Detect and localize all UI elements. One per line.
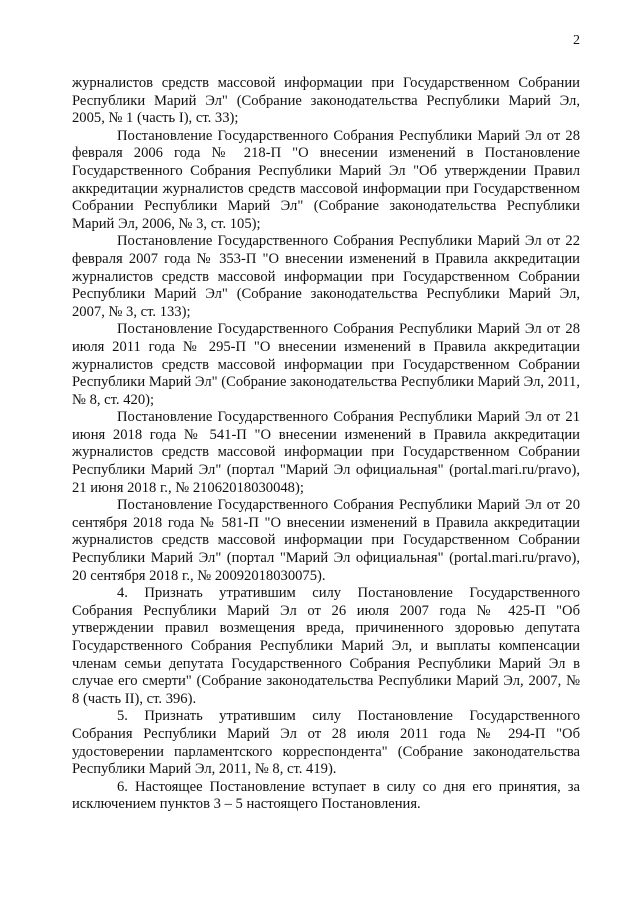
- paragraph-item-5: 5. Признать утратившим силу Постановление Государственного Собрания Республики Марий Эл от 28 июля 2011 года № 294-П "Об удостоверении парламентского корреспондента" (Собрание законодательства Республики Марий Эл, 2011, № 8, ст. 419).: [72, 708, 580, 778]
- paragraph-item-6: 6. Настоящее Постановление вступает в силу со дня его принятия, за исключением пунктов 3 – 5 настоящего Постановления.: [72, 778, 580, 813]
- paragraph-resolution-2011: Постановление Государственного Собрания Республики Марий Эл от 28 июля 2011 года № 295-П "О внесении изменений в Правила аккредитации журналистов средств массовой информации при Государственном Собрании Республики Марий Эл" (Собрание законодательства Республики Марий Эл, 2011, № 8, ст. 420);: [72, 321, 580, 408]
- document-body: [72, 75, 580, 814]
- paragraph-continuation: журналистов средств массовой информации при Государственном Собрании Республики Марий Эл" (Собрание законодательства Республики Марий Эл, 2005, № 1 (часть I), ст. 33);: [72, 75, 580, 127]
- paragraph-resolution-2006: Постановление Государственного Собрания Республики Марий Эл от 28 февраля 2006 года № 218-П "О внесении изменений в Постановление Государственного Собрания Республики Марий Эл "Об утверждении Правил аккредитации журналистов средств массовой информации при Государственном Собрании Республики Марий Эл" (Собрание законодательства Республики Марий Эл, 2006, № 3, ст. 105);: [72, 127, 580, 232]
- page-number: 2: [573, 33, 580, 48]
- paragraph-resolution-june-2018: Постановление Государственного Собрания Республики Марий Эл от 21 июня 2018 года № 541-П "О внесении изменений в Правила аккредитации журналистов средств массовой информации при Государственном Собрании Республики Марий Эл" (портал "Марий Эл официальная" (portal.mari.ru/pravo), 21 июня 2018 г., № 21062018030048);: [72, 409, 580, 496]
- paragraph-resolution-2007: Постановление Государственного Собрания Республики Марий Эл от 22 февраля 2007 года № 353-П "О внесении изменений в Правила аккредитации журналистов средств массовой информации при Государственном Собрании Республики Марий Эл" (Собрание законодательства Республики Марий Эл, 2007, № 3, ст. 133);: [72, 233, 580, 320]
- paragraph-resolution-sept-2018: Постановление Государственного Собрания Республики Марий Эл от 20 сентября 2018 года № 581-П "О внесении изменений в Правила аккредитации журналистов средств массовой информации при Государственном Собрании Республики Марий Эл" (портал "Марий Эл официальная" (portal.mari.ru/pravo), 20 сентября 2018 г., № 20092018030075).: [72, 497, 580, 584]
- paragraph-item-4: 4. Признать утратившим силу Постановление Государственного Собрания Республики Марий Эл от 26 июля 2007 года № 425-П "Об утверждении правил возмещения вреда, причиненного здоровью депутата Государственного Собрания Республики Марий Эл, и выплаты компенсации членам семьи депутата Государственного Собрания Республики Марий Эл в случае его смерти" (Собрание законодательства Республики Марий Эл, 2007, № 8 (часть II), ст. 396).: [72, 585, 580, 707]
